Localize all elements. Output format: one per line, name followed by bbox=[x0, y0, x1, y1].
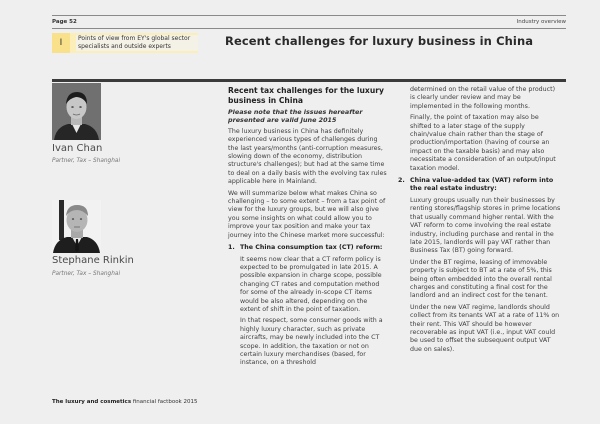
article-note: Please note that the issues hereafter presented are valid June 2015 bbox=[228, 108, 363, 125]
article-column-2 bbox=[398, 86, 561, 357]
section-1-heading bbox=[228, 244, 388, 252]
article-heading: Recent tax challenges for the luxury business in China bbox=[228, 86, 384, 105]
header-top-rule bbox=[52, 15, 566, 16]
title-divider-bar bbox=[52, 79, 566, 82]
footer-publication-regular: financial factbook 2015 bbox=[131, 399, 198, 405]
points-of-view-text: Points of view from EY's global sector specialists and outside experts bbox=[76, 35, 198, 51]
header-bottom-rule bbox=[52, 28, 566, 29]
section-marker: I bbox=[52, 33, 70, 53]
page-title: Recent challenges for luxury business in China bbox=[225, 34, 534, 48]
person-name: Ivan Chan bbox=[52, 143, 103, 154]
article-paragraph: It seems now clear that a CT reform policy is expected to be promulgated in late 2015. A possible expansion in charge scope, possible changing CT rates and computation method for some of the already in-scope CT items would be also altered, depending on the extent of shift in the point of taxation. bbox=[240, 255, 382, 313]
article-paragraph: In that respect, some consumer goods with a highly luxury character, such as private aircrafts, may be newly included into the CT scope. In addition, the taxation or not on certain luxury merchandises (based, for instance, on a threshold bbox=[240, 317, 383, 367]
article-paragraph: Under the new VAT regime, landlords should collect from its tenants VAT at a rate of 11% on their rent. This VAT should be however recoverable as input VAT (i.e., input VAT could be used to offset the subsequent output VAT due on sales). bbox=[410, 303, 560, 353]
person-role: Partner, Tax – Shanghai bbox=[52, 271, 121, 277]
article-paragraph: Finally, the point of taxation may also be shifted to a later stage of the supply chain/value chain rather than the stage of production/importation (having of course an impact on the taxable basis) and may also necessitate a consideration of an output/input taxation model. bbox=[410, 114, 556, 172]
portrait-photo-icon bbox=[52, 200, 101, 253]
article-paragraph: Under the BT regime, leasing of immovable property is subject to BT at a rate of 5%, this being often embedded into the overall rental charges and constituting a final cost for the landlord and an indirect cost for the tenant. bbox=[410, 258, 552, 300]
article-paragraph: determined on the retail value of the product) is clearly under review and may be implemented in the following months. bbox=[410, 86, 556, 110]
section-2-heading bbox=[398, 177, 561, 194]
portrait-stephane-rinkin bbox=[52, 200, 101, 253]
page-number: Page 52 bbox=[52, 19, 77, 25]
section-title: The China consumption tax (CT) reform: bbox=[240, 244, 383, 252]
person-role: Partner, Tax – Shanghai bbox=[52, 158, 121, 164]
person-name: Stephane Rinkin bbox=[52, 255, 134, 266]
section-number: 1. bbox=[228, 244, 235, 252]
portrait-photo-icon bbox=[52, 83, 101, 140]
article-paragraph: Luxury groups usually run their businesses by renting stores/flagship stores in prime locations that usually command higher rental. With the VAT reform to come involving the real estate industry, including purchase and rental in the late 2015, landlords will pay VAT rather than Business Tax (BT) going forward. bbox=[410, 196, 561, 255]
section-number: 2. bbox=[398, 177, 405, 185]
article-paragraph: The luxury business in China has definitely experienced various types of challenges during the last years/months (anti-corruption measures, slowing down of the economy, distribution structure's challenges); but had at the same time to deal on a daily basis with the evolving tax rules applicable here in Mainland. bbox=[228, 127, 387, 186]
footer bbox=[52, 399, 198, 405]
footer-publication-bold: The luxury and cosmetics bbox=[52, 399, 132, 405]
portrait-ivan-chan bbox=[52, 83, 101, 140]
section-label: Industry overview bbox=[516, 19, 566, 25]
section-title: China value-added tax (VAT) reform into the real estate industry: bbox=[410, 177, 554, 193]
article-paragraph: We will summarize below what makes China so challenging – to some extent – from a tax point of view for the luxury groups, but we will also give you some insights on what could allow you to improve your tax position and make your tax journey into the Chinese market more successful: bbox=[228, 189, 386, 239]
article-column-1 bbox=[228, 86, 388, 371]
points-of-view-banner bbox=[52, 33, 198, 53]
